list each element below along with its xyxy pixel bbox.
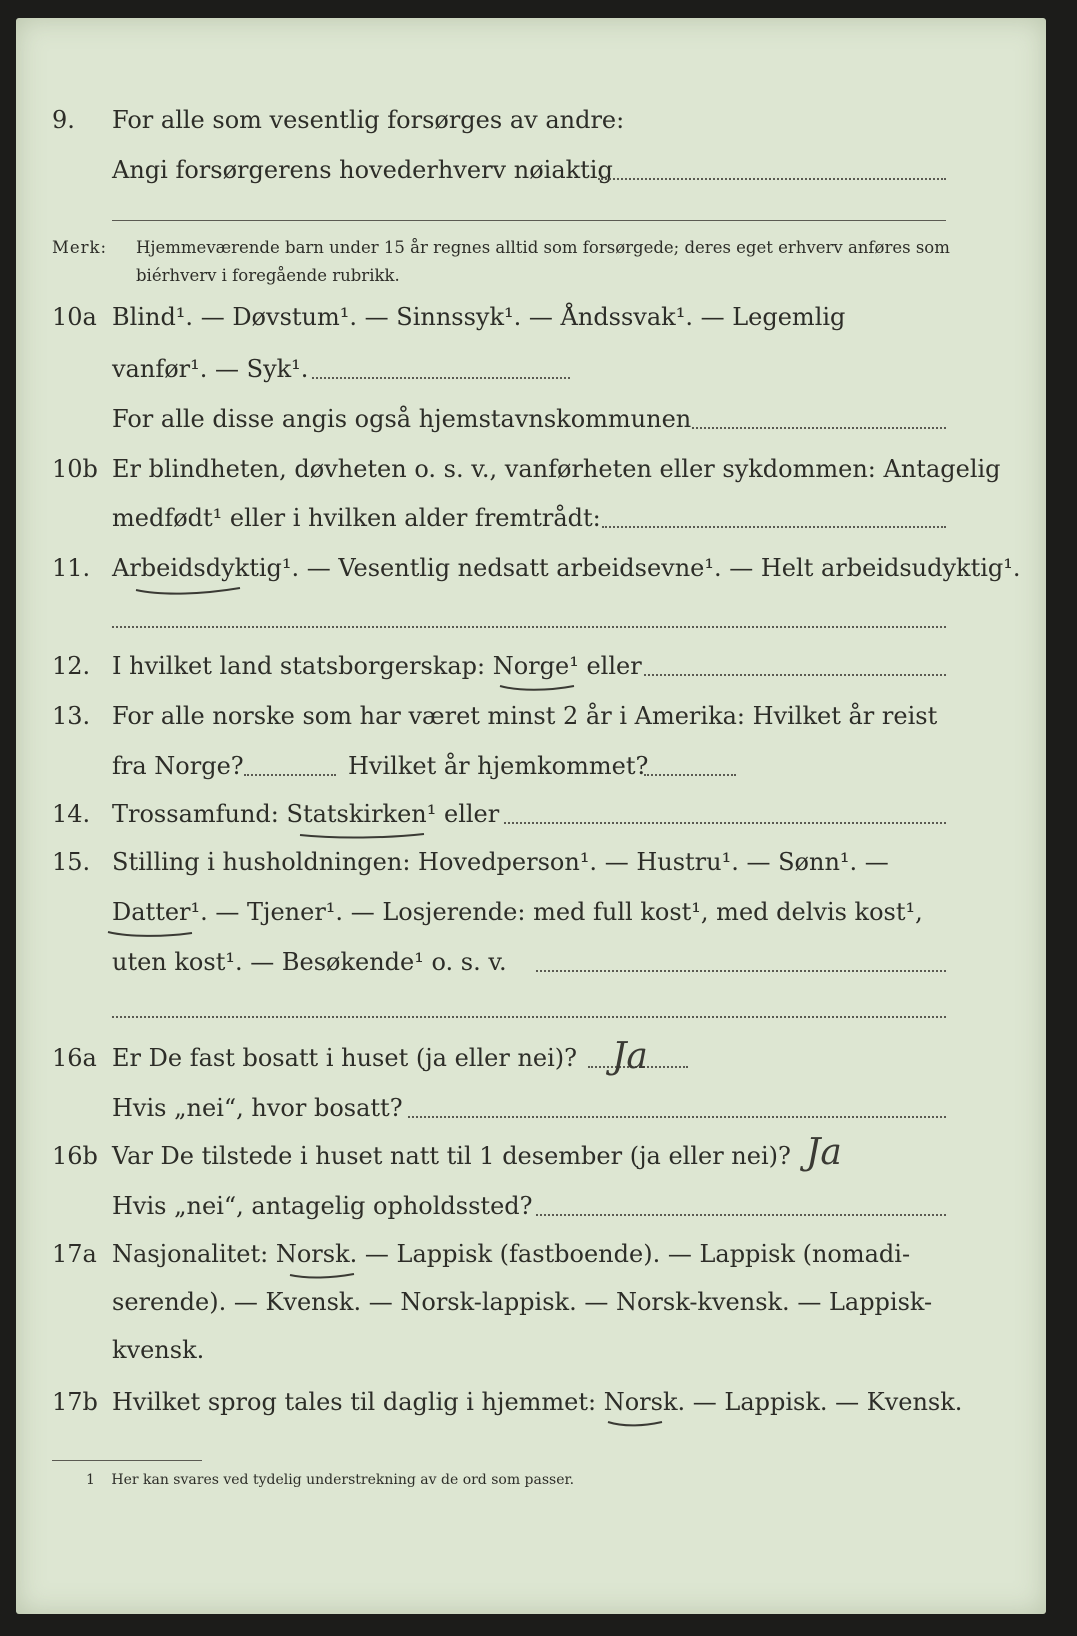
q16b-text-1: Var De tilstede i huset natt til 1 desember (ja eller nei)? <box>112 1142 791 1170</box>
q13-text-2b: Hvilket år hjemkommet? <box>348 752 649 780</box>
q10a-text-2: vanfør¹. — Syk¹. <box>112 355 309 383</box>
q13-text-2a: fra Norge? <box>112 752 244 780</box>
q12-answer-line[interactable] <box>644 674 946 676</box>
q15-line1 <box>16 848 1046 888</box>
q14-text-1: Trossamfund: Statskirken¹ eller <box>112 800 500 828</box>
form-sheet <box>16 18 1046 1614</box>
q12-text-1: I hvilket land statsborgerskap: Norge¹ eller <box>112 652 642 680</box>
q16a-line1 <box>16 1044 1046 1084</box>
footnote-text: Her kan svares ved tydelig understrekning av de ord som passer. <box>111 1472 575 1488</box>
q14-answer-line[interactable] <box>504 822 946 824</box>
q14-number: 14. <box>52 800 91 828</box>
q10b-text-2: medfødt¹ eller i hvilken alder fremtrådt: <box>112 504 601 532</box>
q17a-text-3: kvensk. <box>112 1336 205 1364</box>
q10a-line1 <box>16 303 1046 343</box>
q17a-underline-mark <box>288 1270 358 1282</box>
q17b-number: 17b <box>52 1388 98 1416</box>
q17a-line1 <box>16 1240 1046 1280</box>
q16a-text-2: Hvis „nei“, hvor bosatt? <box>112 1094 403 1122</box>
q16a-handwritten-answer: Ja <box>612 1036 648 1077</box>
q13-text-1: For alle norske som har været minst 2 år i Amerika: Hvilket år reist <box>112 702 938 730</box>
q14-underline-mark <box>298 830 428 842</box>
q9-text-1: For alle som vesentlig forsørges av andre: <box>112 106 625 134</box>
q16a-text-1: Er De fast bosatt i huset (ja eller nei)? <box>112 1044 578 1072</box>
q11-underline-mark <box>134 584 244 598</box>
q17a-text-1: Nasjonalitet: Norsk. — Lappisk (fastboende). — Lappisk (nomadi- <box>112 1240 911 1268</box>
q15-text-1: Stilling i husholdningen: Hovedperson¹. — Hustru¹. — Sønn¹. — <box>112 848 889 876</box>
q16b-handwritten-answer: Ja <box>806 1132 842 1173</box>
q14-line1 <box>16 800 1046 840</box>
q9-line1 <box>16 106 1046 146</box>
q17a-text-2: serende). — Kvensk. — Norsk-lappisk. — Norsk-kvensk. — Lappisk- <box>112 1288 933 1316</box>
q16a-number: 16a <box>52 1044 97 1072</box>
q10b-line2 <box>16 504 1046 544</box>
footnote <box>86 1472 574 1488</box>
q13-hjemkommet-line[interactable] <box>644 774 736 776</box>
q17b-text-1: Hvilket sprog tales til daglig i hjemmet: Norsk. — Lappisk. — Kvensk. <box>112 1388 963 1416</box>
q10a-line3 <box>16 405 1046 445</box>
q10a-text-3: For alle disse angis også hjemstavnskommunen <box>112 405 692 433</box>
q12-underline-mark <box>498 682 578 694</box>
q10b-answer-line[interactable] <box>602 526 946 528</box>
q17a-line2 <box>16 1288 1046 1328</box>
q13-reist-line[interactable] <box>244 774 336 776</box>
q15-line3 <box>16 948 1046 988</box>
q16b-line1 <box>16 1142 1046 1182</box>
q15-answer-line[interactable] <box>536 970 946 972</box>
q13-number: 13. <box>52 702 91 730</box>
q10b-number: 10b <box>52 455 98 483</box>
q10b-text-1: Er blindheten, døvheten o. s. v., vanførheten eller sykdommen: Antagelig <box>112 455 1001 483</box>
q10a-text-1: Blind¹. — Døvstum¹. — Sinnssyk¹. — Åndssvak¹. — Legemlig <box>112 303 846 331</box>
q10a-kommune-line[interactable] <box>692 427 946 429</box>
merk-note <box>52 234 992 294</box>
q16b-number: 16b <box>52 1142 98 1170</box>
q11-text-1: Arbeidsdyktig¹. — Vesentlig nedsatt arbeidsevne¹. — Helt arbeidsudyktig¹. <box>112 554 1021 582</box>
q16a-bosatt-line[interactable] <box>408 1116 946 1118</box>
q17b-line1 <box>16 1388 1046 1428</box>
q17b-underline-mark <box>606 1418 666 1430</box>
q16b-line2 <box>16 1192 1046 1232</box>
merk-text: Hjemmeværende barn under 15 år regnes alltid som forsørgede; deres eget erhverv anføres som biérhverv i foregående rubrikk. <box>136 238 950 285</box>
q15-text-2: Datter¹. — Tjener¹. — Losjerende: med full kost¹, med delvis kost¹, <box>112 898 923 926</box>
q9-answer-line[interactable] <box>598 178 946 180</box>
q9-text-2: Angi forsørgerens hovederhverv nøiaktig <box>112 156 613 184</box>
merk-label: Merk: <box>52 238 108 257</box>
q16b-opholdssted-line[interactable] <box>536 1214 946 1216</box>
q9-extra-line[interactable] <box>112 220 946 221</box>
q17a-number: 17a <box>52 1240 97 1268</box>
q9-line2 <box>16 156 1046 196</box>
q12-number: 12. <box>52 652 91 680</box>
q10a-number: 10a <box>52 303 97 331</box>
q16a-line2 <box>16 1094 1046 1134</box>
q10b-line1 <box>16 455 1046 495</box>
footnote-marker: 1 <box>86 1472 95 1488</box>
q15-underline-mark <box>106 928 196 940</box>
q10a-line2 <box>16 355 1046 395</box>
q16b-text-2: Hvis „nei“, antagelig opholdssted? <box>112 1192 533 1220</box>
q9-number: 9. <box>52 106 75 134</box>
q13-line1 <box>16 702 1046 742</box>
q10a-syk-line[interactable] <box>312 377 570 379</box>
q15-number: 15. <box>52 848 91 876</box>
q15-extra-line[interactable] <box>112 1016 946 1018</box>
q11-number: 11. <box>52 554 91 582</box>
q11-extra-line[interactable] <box>112 626 946 628</box>
q13-line2 <box>16 752 1046 792</box>
q15-text-3: uten kost¹. — Besøkende¹ o. s. v. <box>112 948 507 976</box>
footnote-rule <box>52 1460 202 1461</box>
q17a-line3 <box>16 1336 1046 1376</box>
